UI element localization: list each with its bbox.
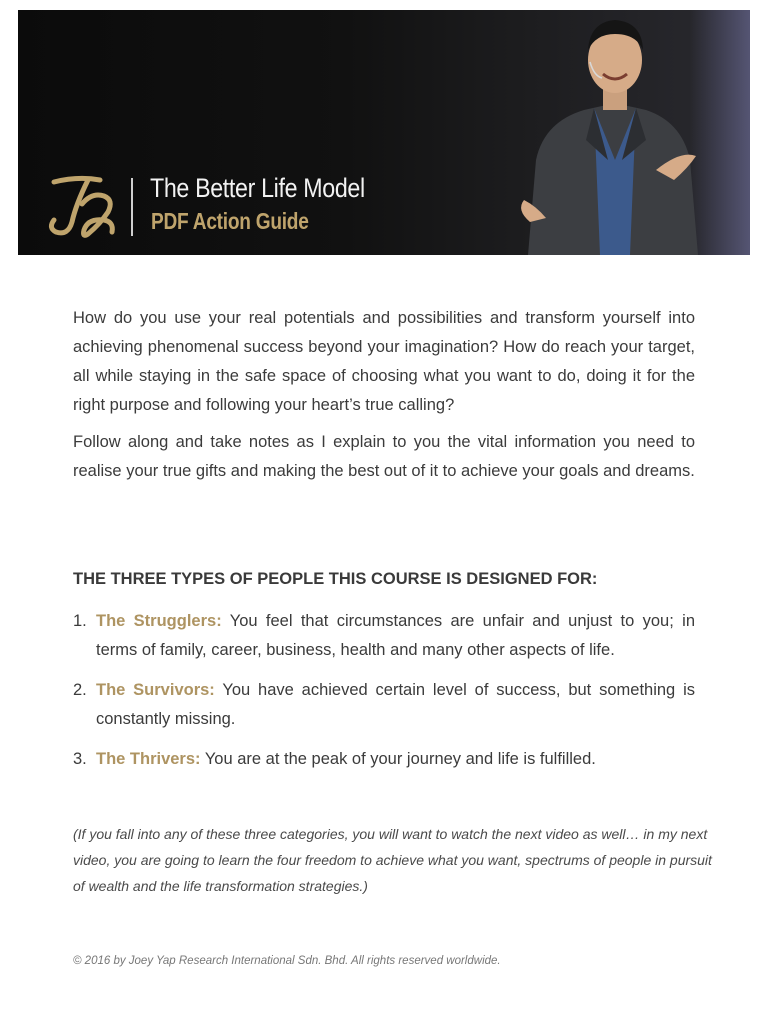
list-item-text: You feel that circumstances are unfair and unjust to you; in terms of family, career, business, health and many other aspects of life. (96, 612, 695, 659)
banner-subtitle: PDF Action Guide (151, 208, 309, 234)
presenter-photo (506, 10, 706, 255)
list-item-number: 2. (73, 681, 87, 699)
logo-divider (131, 178, 133, 236)
italic-note: (If you fall into any of these three categories, you will want to watch the next video as well… in my next video, you are going to learn the four freedom to achieve what you want, spectrums of people in pursuit of wealth and the life transformation strategies.) (73, 826, 712, 894)
people-types-list (73, 607, 695, 785)
list-item-term: The Strugglers: (96, 612, 222, 630)
list-item (73, 745, 695, 774)
copyright-footer: © 2016 by Joey Yap Research International Sdn. Bhd. All rights reserved worldwide. (73, 955, 501, 967)
joey-yap-monogram-logo (48, 174, 118, 240)
list-item-text: You are at the peak of your journey and life is fulfilled. (200, 750, 596, 768)
section-heading: THE THREE TYPES OF PEOPLE THIS COURSE IS DESIGNED FOR: (73, 570, 598, 588)
banner-title: The Better Life Model (150, 173, 365, 203)
header-banner (18, 10, 750, 255)
list-item-term: The Survivors: (96, 681, 215, 699)
intro-content (73, 304, 695, 486)
list-item-text: You have achieved certain level of success, but something is constantly missing. (96, 681, 695, 728)
list-item-number: 3. (73, 750, 87, 768)
intro-paragraph-2: Follow along and take notes as I explain to you the vital information you need to realise your true gifts and making the best out of it to achieve your goals and dreams. (73, 433, 695, 480)
list-item-term: The Thrivers: (96, 750, 201, 768)
intro-paragraph-1: How do you use your real potentials and possibilities and transform yourself into achieving phenomenal success beyond your imagination? How do reach your target, all while staying in the safe space of choosing what you want to do, doing it for the right purpose and following your heart’s true calling? (73, 309, 695, 414)
list-item-number: 1. (73, 612, 87, 630)
list-item (73, 676, 695, 734)
list-item (73, 607, 695, 665)
